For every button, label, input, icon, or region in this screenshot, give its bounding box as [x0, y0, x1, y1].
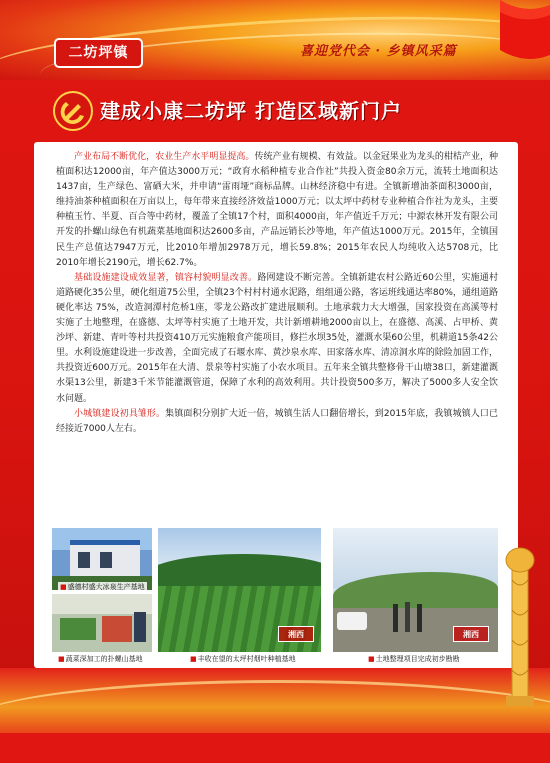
photo-caption: ■丰收在望的太坪村烟叶种植基地 — [190, 655, 296, 663]
paragraph-text: 传统产业有规模、有效益。以金冠果业为龙头的柑桔产业，种植面积达12000亩，年产值达3000万元；“政育水稻种植专业合作社”共投入资金80余万元，流转土地面积达1437亩，生产绿色、富硒大米，并申请“雷雨垭”商标品牌。山林经济稳中有进。全镇新增油茶面积3000亩，维持油茶种植面积在万亩以上，每年带来直接经济效益1000万元；以太坪中药材专业种植合作社为龙头，主要种植玉竹、半夏、百合等中药材，覆盖了全镇17个村，面积4000亩，年产值近千万元；中源农林开发有限公司开发的扑螺山绿色有机蔬菜基地面积达2600多亩，产品远销长沙等地，年产值达1000万元。2015年，全镇国民生产总值达7947万元，比2010年增加2978万元，增长59.8%；2015年农民人均纯收入达5708元，比2010年增长2190元，增长62.7%。 — [56, 152, 498, 268]
town-name-badge: 二坊坪镇 — [54, 38, 143, 68]
photo-caption: ■盛德村盛大冰泉生产基地 — [60, 583, 145, 591]
paragraph-agriculture — [56, 150, 498, 271]
caption-text: 丰收在望的太坪村烟叶种植基地 — [197, 655, 296, 663]
watermark-logo-icon: 湘西 — [453, 626, 489, 642]
photo-vegetable-processing — [52, 594, 152, 652]
paragraph-lead: 产业布局不断优化，农业生产水平明显提高。 — [74, 152, 255, 162]
paragraph-lead: 小城镇建设初具雏形。 — [74, 408, 166, 419]
red-flag-icon — [480, 0, 550, 70]
paragraph-town-building — [56, 407, 498, 437]
photo-spring-water-base — [52, 528, 152, 590]
decorative-pillar-icon — [500, 540, 540, 710]
photo-land-project — [333, 528, 498, 652]
watermark-logo-icon: 湘西 — [278, 626, 314, 642]
paragraph-text: 集镇面积分别扩大近一倍，城镇生活人口翻倍增长，到2015年底，我镇城镇人口已经接近7000人左右。 — [56, 408, 498, 434]
photo-tobacco-field — [158, 528, 321, 652]
caption-text: 盛德村盛大冰泉生产基地 — [67, 583, 145, 591]
paragraph-lead: 基础设施建设成效显著，镇容村貌明显改善。 — [74, 272, 258, 283]
caption-text: 蔬菜深加工的扑螺山基地 — [65, 655, 143, 663]
caption-text: 土地整理项目完成初步勘勘 — [375, 655, 460, 663]
footer-swirl-decoration — [0, 680, 550, 763]
paragraph-text: 路网建设不断完善。全镇新建农村公路近60公里，实施通村道路硬化35公里，硬化组道75公里，全镇23个村村村通水泥路，组组通公路，客运班线通达率80%，通组道路硬化率达 75%，改造洞潭村危桥1座，零龙公路改扩建进展顺利。土地承载力大大增强，国家投资在高溪等村实施了土地整理，在盛德、太坪等村实施了土地开发，共计新增耕地2000亩以上，在盛德、高溪、占甲桥、黄沙坪、新建、青叶等村共投资410万元实施粮食产能项目，修拦水坝35处，灌溉水渠60公里，机耕道15条42公里。水利设施建设进一步改善，全面完成了石堰水库、黄沙泉水库、田家落水库、清凉洞水库的除险加固工作，共投资近600万元。2015年在大清、景泉等村实施了小农水项目。五年来全镇共整修骨干山塘38口，新建灌溉水渠13公里，新建3千米节能灌溉管道，保障了水利的高效利用。共计投资500多万，解决了5000多人安全饮水问题。 — [56, 272, 498, 404]
photo-caption: ■土地整理项目完成初步勘勘 — [368, 655, 460, 663]
page-title: 建成小康二坊坪 打造区域新门户 — [100, 99, 402, 123]
paragraph-infrastructure — [56, 271, 498, 407]
article-body — [56, 150, 498, 437]
photo-caption: ■蔬菜深加工的扑螺山基地 — [58, 655, 143, 663]
slogan-text: 喜迎党代会 · 乡镇风采篇 — [300, 44, 457, 59]
party-emblem-icon — [52, 90, 94, 132]
